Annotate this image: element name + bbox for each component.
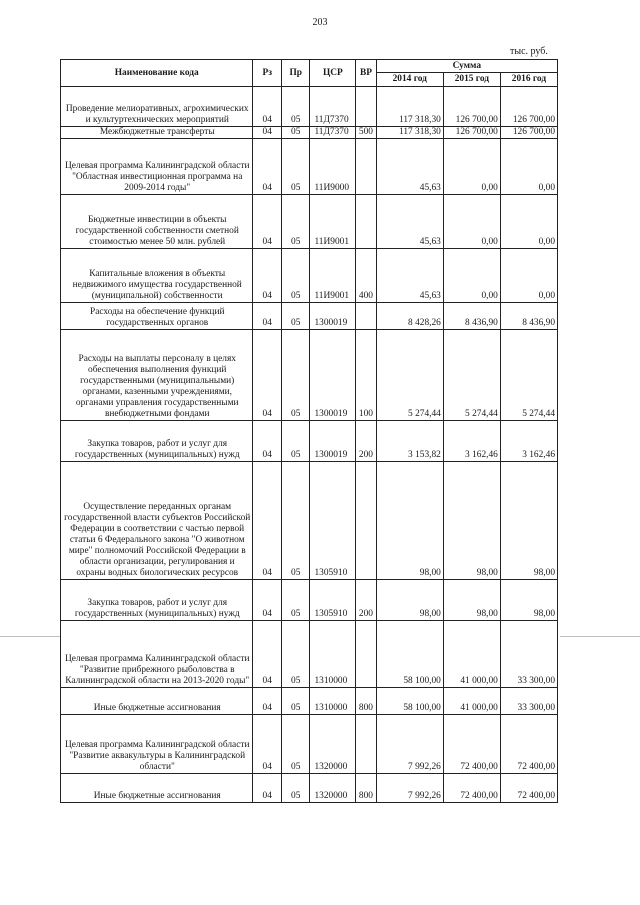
- row-name: Закупка товаров, работ и услуг для государственных (муниципальных) нужд: [61, 580, 253, 621]
- row-2016: 8 436,90: [500, 303, 557, 330]
- row-csr: 1320000: [310, 774, 356, 803]
- row-pr: 05: [281, 139, 310, 195]
- table-row: [61, 330, 558, 421]
- row-2016: 33 300,00: [500, 621, 557, 688]
- row-pr: 05: [281, 87, 310, 127]
- row-csr: 1300019: [310, 330, 356, 421]
- row-2014: 117 318,30: [376, 127, 443, 139]
- row-2014: 58 100,00: [376, 621, 443, 688]
- table-header: [61, 60, 558, 87]
- row-2014: 58 100,00: [376, 688, 443, 715]
- table-row: [61, 715, 558, 774]
- row-csr: 1310000: [310, 621, 356, 688]
- row-pr: 05: [281, 688, 310, 715]
- row-csr: 11Д7370: [310, 87, 356, 127]
- header-rz: Рз: [253, 60, 282, 87]
- row-2014: 45,63: [376, 249, 443, 303]
- row-vr: 800: [356, 688, 376, 715]
- row-2014: 117 318,30: [376, 87, 443, 127]
- row-pr: 05: [281, 249, 310, 303]
- row-vr: 100: [356, 330, 376, 421]
- row-pr: 05: [281, 195, 310, 249]
- row-2016: 72 400,00: [500, 774, 557, 803]
- row-name: Межбюджетные трансферты: [61, 127, 253, 139]
- row-rz: 04: [253, 688, 282, 715]
- table-row: [61, 621, 558, 688]
- row-2016: 0,00: [500, 195, 557, 249]
- row-vr: 500: [356, 127, 376, 139]
- row-pr: 05: [281, 715, 310, 774]
- row-2015: 41 000,00: [443, 621, 500, 688]
- table-row: [61, 580, 558, 621]
- row-rz: 04: [253, 621, 282, 688]
- row-rz: 04: [253, 249, 282, 303]
- row-rz: 04: [253, 580, 282, 621]
- table-row: [61, 462, 558, 580]
- row-pr: 05: [281, 421, 310, 462]
- row-2014: 3 153,82: [376, 421, 443, 462]
- row-name: Бюджетные инвестиции в объекты государственной собственности сметной стоимостью менее 50 млн. рублей: [61, 195, 253, 249]
- row-rz: 04: [253, 87, 282, 127]
- row-2015: 72 400,00: [443, 715, 500, 774]
- row-vr: [356, 139, 376, 195]
- row-vr: [356, 462, 376, 580]
- row-csr: 1305910: [310, 462, 356, 580]
- row-csr: 1310000: [310, 688, 356, 715]
- row-name: Расходы на выплаты персоналу в целях обеспечения выполнения функций государственными (муниципальными) органами, казенными учреждениями, органами управления государственными внебюджетными фондами: [61, 330, 253, 421]
- row-2014: 98,00: [376, 580, 443, 621]
- row-csr: 11И9000: [310, 139, 356, 195]
- row-vr: 200: [356, 421, 376, 462]
- scan-artifact-line: [0, 636, 60, 637]
- row-2014: 7 992,26: [376, 715, 443, 774]
- row-name: Целевая программа Калининградской области "Областная инвестиционная программа на 2009-2014 годы": [61, 139, 253, 195]
- table-row: [61, 421, 558, 462]
- row-vr: 400: [356, 249, 376, 303]
- budget-table: [60, 59, 558, 803]
- unit-label: тыс. руб.: [510, 46, 548, 57]
- row-csr: 11Д7370: [310, 127, 356, 139]
- row-2014: 8 428,26: [376, 303, 443, 330]
- table-row: [61, 249, 558, 303]
- row-2016: 0,00: [500, 139, 557, 195]
- row-2015: 5 274,44: [443, 330, 500, 421]
- row-2016: 33 300,00: [500, 688, 557, 715]
- row-rz: 04: [253, 774, 282, 803]
- row-pr: 05: [281, 580, 310, 621]
- table-row: [61, 87, 558, 127]
- row-csr: 1320000: [310, 715, 356, 774]
- table-row: [61, 195, 558, 249]
- row-csr: 1300019: [310, 303, 356, 330]
- row-vr: [356, 195, 376, 249]
- row-2015: 0,00: [443, 195, 500, 249]
- row-vr: 800: [356, 774, 376, 803]
- row-2014: 45,63: [376, 139, 443, 195]
- scan-artifact-line: [560, 636, 640, 637]
- row-2015: 98,00: [443, 462, 500, 580]
- row-2015: 72 400,00: [443, 774, 500, 803]
- row-name: Проведение мелиоративных, агрохимических и культуртехнических мероприятий: [61, 87, 253, 127]
- row-rz: 04: [253, 195, 282, 249]
- row-2016: 126 700,00: [500, 87, 557, 127]
- row-name: Осуществление переданных органам государственной власти субъектов Российской Федерации в соответствии с частью первой статьи 6 Федерального закона "О животном мире" полномочий Российской Федерации в области организации, регулирования и охраны водных биологических ресурсов: [61, 462, 253, 580]
- table-row: [61, 688, 558, 715]
- row-2015: 41 000,00: [443, 688, 500, 715]
- row-pr: 05: [281, 774, 310, 803]
- row-2014: 7 992,26: [376, 774, 443, 803]
- table-body: [61, 87, 558, 803]
- row-rz: 04: [253, 303, 282, 330]
- row-vr: [356, 715, 376, 774]
- row-2015: 3 162,46: [443, 421, 500, 462]
- row-2014: 5 274,44: [376, 330, 443, 421]
- row-csr: 11И9001: [310, 195, 356, 249]
- row-rz: 04: [253, 127, 282, 139]
- header-2015: 2015 год: [443, 73, 500, 87]
- row-pr: 05: [281, 462, 310, 580]
- header-csr: ЦСР: [310, 60, 356, 87]
- row-name: Иные бюджетные ассигнования: [61, 774, 253, 803]
- table-row: [61, 127, 558, 139]
- row-name: Иные бюджетные ассигнования: [61, 688, 253, 715]
- row-2015: 98,00: [443, 580, 500, 621]
- header-sum: Сумма: [376, 60, 557, 73]
- row-2015: 0,00: [443, 139, 500, 195]
- row-pr: 05: [281, 330, 310, 421]
- row-rz: 04: [253, 330, 282, 421]
- table-row: [61, 139, 558, 195]
- row-csr: 1305910: [310, 580, 356, 621]
- row-name: Целевая программа Калининградской области "Развитие прибрежного рыболовства в Калининградской области на 2013-2020 годы": [61, 621, 253, 688]
- row-name: Целевая программа Калининградской области "Развитие аквакультуры в Калининградской области": [61, 715, 253, 774]
- row-2015: 8 436,90: [443, 303, 500, 330]
- row-2015: 126 700,00: [443, 127, 500, 139]
- header-pr: Пр: [281, 60, 310, 87]
- row-vr: [356, 621, 376, 688]
- row-csr: 1300019: [310, 421, 356, 462]
- row-2015: 126 700,00: [443, 87, 500, 127]
- page-number: 203: [312, 17, 328, 28]
- row-2016: 126 700,00: [500, 127, 557, 139]
- row-pr: 05: [281, 127, 310, 139]
- row-2016: 72 400,00: [500, 715, 557, 774]
- row-2016: 5 274,44: [500, 330, 557, 421]
- row-rz: 04: [253, 139, 282, 195]
- row-2016: 98,00: [500, 462, 557, 580]
- row-name: Капитальные вложения в объекты недвижимого имущества государственной (муниципальной) собственности: [61, 249, 253, 303]
- row-vr: 200: [356, 580, 376, 621]
- row-2016: 3 162,46: [500, 421, 557, 462]
- row-2016: 0,00: [500, 249, 557, 303]
- row-rz: 04: [253, 715, 282, 774]
- row-2014: 98,00: [376, 462, 443, 580]
- row-vr: [356, 87, 376, 127]
- row-rz: 04: [253, 462, 282, 580]
- row-pr: 05: [281, 621, 310, 688]
- header-2016: 2016 год: [500, 73, 557, 87]
- table-row: [61, 774, 558, 803]
- table-row: [61, 303, 558, 330]
- row-2015: 0,00: [443, 249, 500, 303]
- header-2014: 2014 год: [376, 73, 443, 87]
- row-vr: [356, 303, 376, 330]
- row-pr: 05: [281, 303, 310, 330]
- row-2014: 45,63: [376, 195, 443, 249]
- header-name: Наименование кода: [61, 60, 253, 87]
- row-name: Расходы на обеспечение функций государственных органов: [61, 303, 253, 330]
- row-rz: 04: [253, 421, 282, 462]
- row-csr: 11И9001: [310, 249, 356, 303]
- header-vr: ВР: [356, 60, 376, 87]
- row-2016: 98,00: [500, 580, 557, 621]
- row-name: Закупка товаров, работ и услуг для государственных (муниципальных) нужд: [61, 421, 253, 462]
